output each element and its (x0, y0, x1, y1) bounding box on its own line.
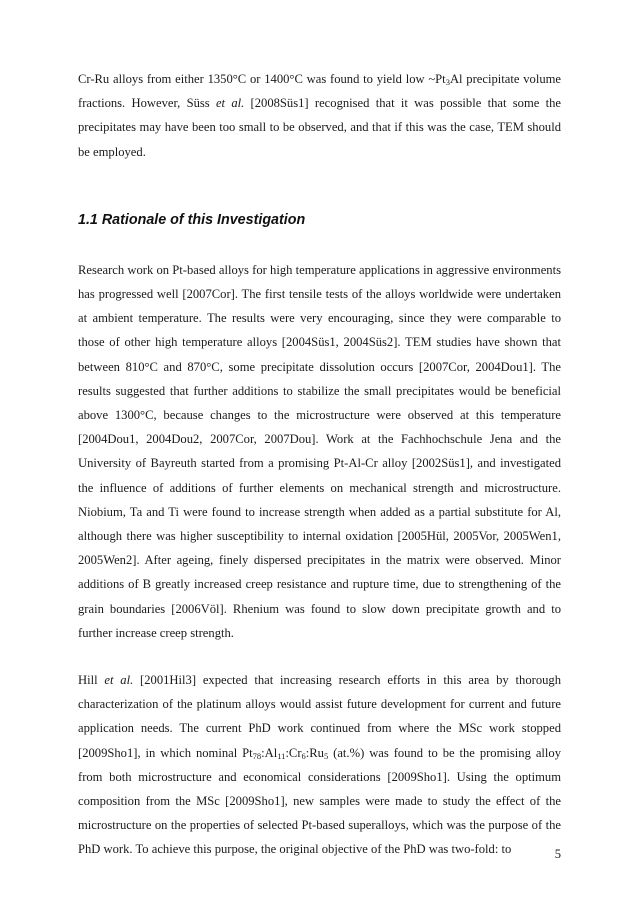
formula-text: :Cr (285, 745, 302, 760)
paragraph-hill (78, 668, 561, 862)
page-number: 5 (554, 847, 561, 861)
citation-et-al: et al. (215, 96, 245, 111)
spacer (78, 645, 561, 668)
formula-text: :Al (261, 745, 278, 760)
paragraph-hill-text-3: (at.%) was found to be the promising alloy from both microstructure and economical considerations [2009Sho1]. Using the optimum composition from the MSc [2009Sho1], new samples were made to study the effect of the microstructure on the properties of selected Pt-based superalloys, which was the purpose of the PhD work. To achieve this purpose, the original objective of the PhD was two-fold: to (78, 745, 561, 857)
paragraph-rationale: Research work on Pt-based alloys for high temperature applications in aggressive environments has progressed well [2007Cor]. The first tensile tests of the alloys worldwide were undertaken at ambient temperature. The results were very encouraging, since they were comparable to those of other high temperature alloys [2004Süs1, 2004Süs2]. TEM studies have shown that between 810°C and 870°C, some precipitate dissolution occurs [2007Cor, 2004Dou1]. The results suggested that further additions to stabilize the small precipitates would be beneficial above 1300°C, because changes to the microstructure were observed at this temperature [2004Dou1, 2004Dou2, 2007Cor, 2007Dou]. Work at the Fachhochschule Jena and the University of Bayreuth started from a promising Pt-Al-Cr alloy [2002Süs1], and investigated the influence of additions of further elements on mechanical strength and microstructure. Niobium, Ta and Ti were found to increase strength when added as a partial substitute for Al, although there was higher susceptibility to internal oxidation [2005Hül, 2005Vor, 2005Wen1, 2005Wen2]. After ageing, finely dispersed precipitates in the matrix were observed. Minor additions of B greatly increased creep resistance and rupture time, due to strengthening of the grain boundaries [2006Völ]. Rhenium was found to slow down precipitate growth and to further increase creep strength. (78, 262, 561, 640)
paragraph-hill-text-1: Hill (78, 673, 105, 688)
paragraph-intro (78, 67, 561, 164)
spacer (78, 164, 561, 210)
spacer (78, 230, 561, 258)
paragraph-intro-text-3: [2008Süs1] recognised that it was possible that some the precipitates may have been too small to be observed, and that if this was the case, TEM should be employed. (78, 96, 561, 159)
formula-text: :Ru (305, 745, 324, 760)
subscript: 11 (277, 750, 286, 761)
subscript: 6 (301, 750, 306, 761)
citation-et-al: et al. (104, 673, 134, 688)
subscript: 5 (323, 750, 329, 761)
subscript: 78 (252, 750, 262, 761)
paragraph-intro-text-2: Al precipitate volume fractions. However, Süss (78, 72, 562, 111)
paragraph-hill-text-2: [2001Hil3] expected that increasing research efforts in this area by thorough characterization of the platinum alloys would assist future development for current and future application needs. The current PhD work continued from where the MSc work stopped [2009Sho1], in which nominal Pt (78, 673, 562, 760)
paragraph-intro-text-1: Cr-Ru alloys from either 1350°C or 1400°C was found to yield low ~Pt (78, 72, 446, 86)
subscript: 3 (445, 77, 450, 87)
section-heading: 1.1 Rationale of this Investigation (78, 211, 306, 228)
